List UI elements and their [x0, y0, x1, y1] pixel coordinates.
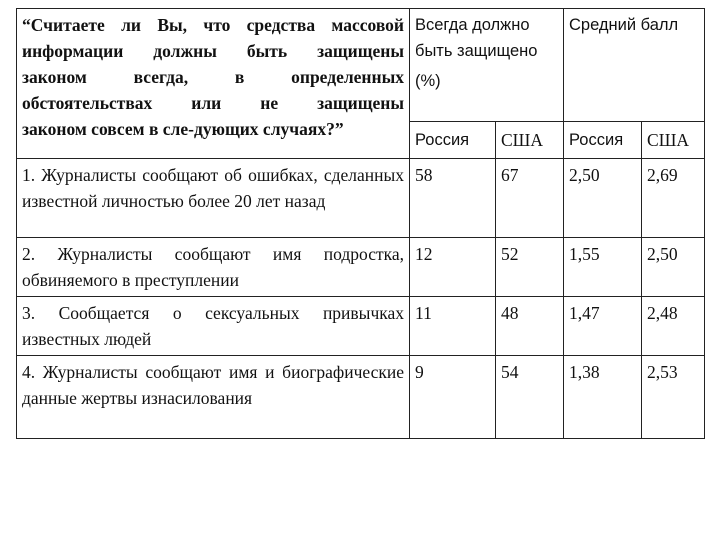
usa-score: 2,53 — [642, 356, 705, 439]
russia-score: 1,38 — [564, 356, 642, 439]
usa-score: 2,48 — [642, 297, 705, 356]
table-row — [17, 159, 705, 238]
always-protected-header — [410, 9, 564, 122]
row-question: 4. Журналисты сообщают имя и биографические данные жертвы изнасилования — [17, 356, 410, 439]
russia-percent: 9 — [410, 356, 496, 439]
country-russia-score: Россия — [564, 122, 642, 159]
question-line: законом всегда, в определенных — [22, 67, 404, 87]
survey-table — [16, 8, 705, 439]
header-row-groups — [17, 9, 705, 122]
question-line: обстоятельствах или не защищены — [22, 93, 404, 113]
country-russia-pct: Россия — [410, 122, 496, 159]
row-question: 2. Журналисты сообщают имя подростка, обвиняемого в преступлении — [17, 238, 410, 297]
country-usa-score: США — [642, 122, 705, 159]
table-row — [17, 297, 705, 356]
percent-unit: (%) — [415, 72, 441, 90]
russia-score: 1,55 — [564, 238, 642, 297]
russia-score: 1,47 — [564, 297, 642, 356]
usa-percent: 54 — [496, 356, 564, 439]
usa-score: 2,69 — [642, 159, 705, 238]
average-score-header — [564, 9, 705, 122]
row-question: 3. Сообщается о сексуальных привычках известных людей — [17, 297, 410, 356]
russia-percent: 11 — [410, 297, 496, 356]
question-line: информации должны быть защищены — [22, 41, 404, 61]
usa-percent: 67 — [496, 159, 564, 238]
question-line: “Считаете ли Вы, что средства массовой — [22, 15, 404, 35]
question-header — [17, 9, 410, 159]
average-score-label: Средний балл — [569, 16, 679, 34]
question-line: законом совсем в сле-дующих случаях?” — [22, 119, 344, 139]
russia-percent: 58 — [410, 159, 496, 238]
russia-percent: 12 — [410, 238, 496, 297]
row-question: 1. Журналисты сообщают об ошибках, сделанных известной личностью более 20 лет назад — [17, 159, 410, 238]
usa-percent: 52 — [496, 238, 564, 297]
table-row — [17, 238, 705, 297]
russia-score: 2,50 — [564, 159, 642, 238]
table-row — [17, 356, 705, 439]
always-protected-label: Всегда должно быть защищено — [415, 16, 538, 60]
usa-score: 2,50 — [642, 238, 705, 297]
usa-percent: 48 — [496, 297, 564, 356]
country-usa-pct: США — [496, 122, 564, 159]
